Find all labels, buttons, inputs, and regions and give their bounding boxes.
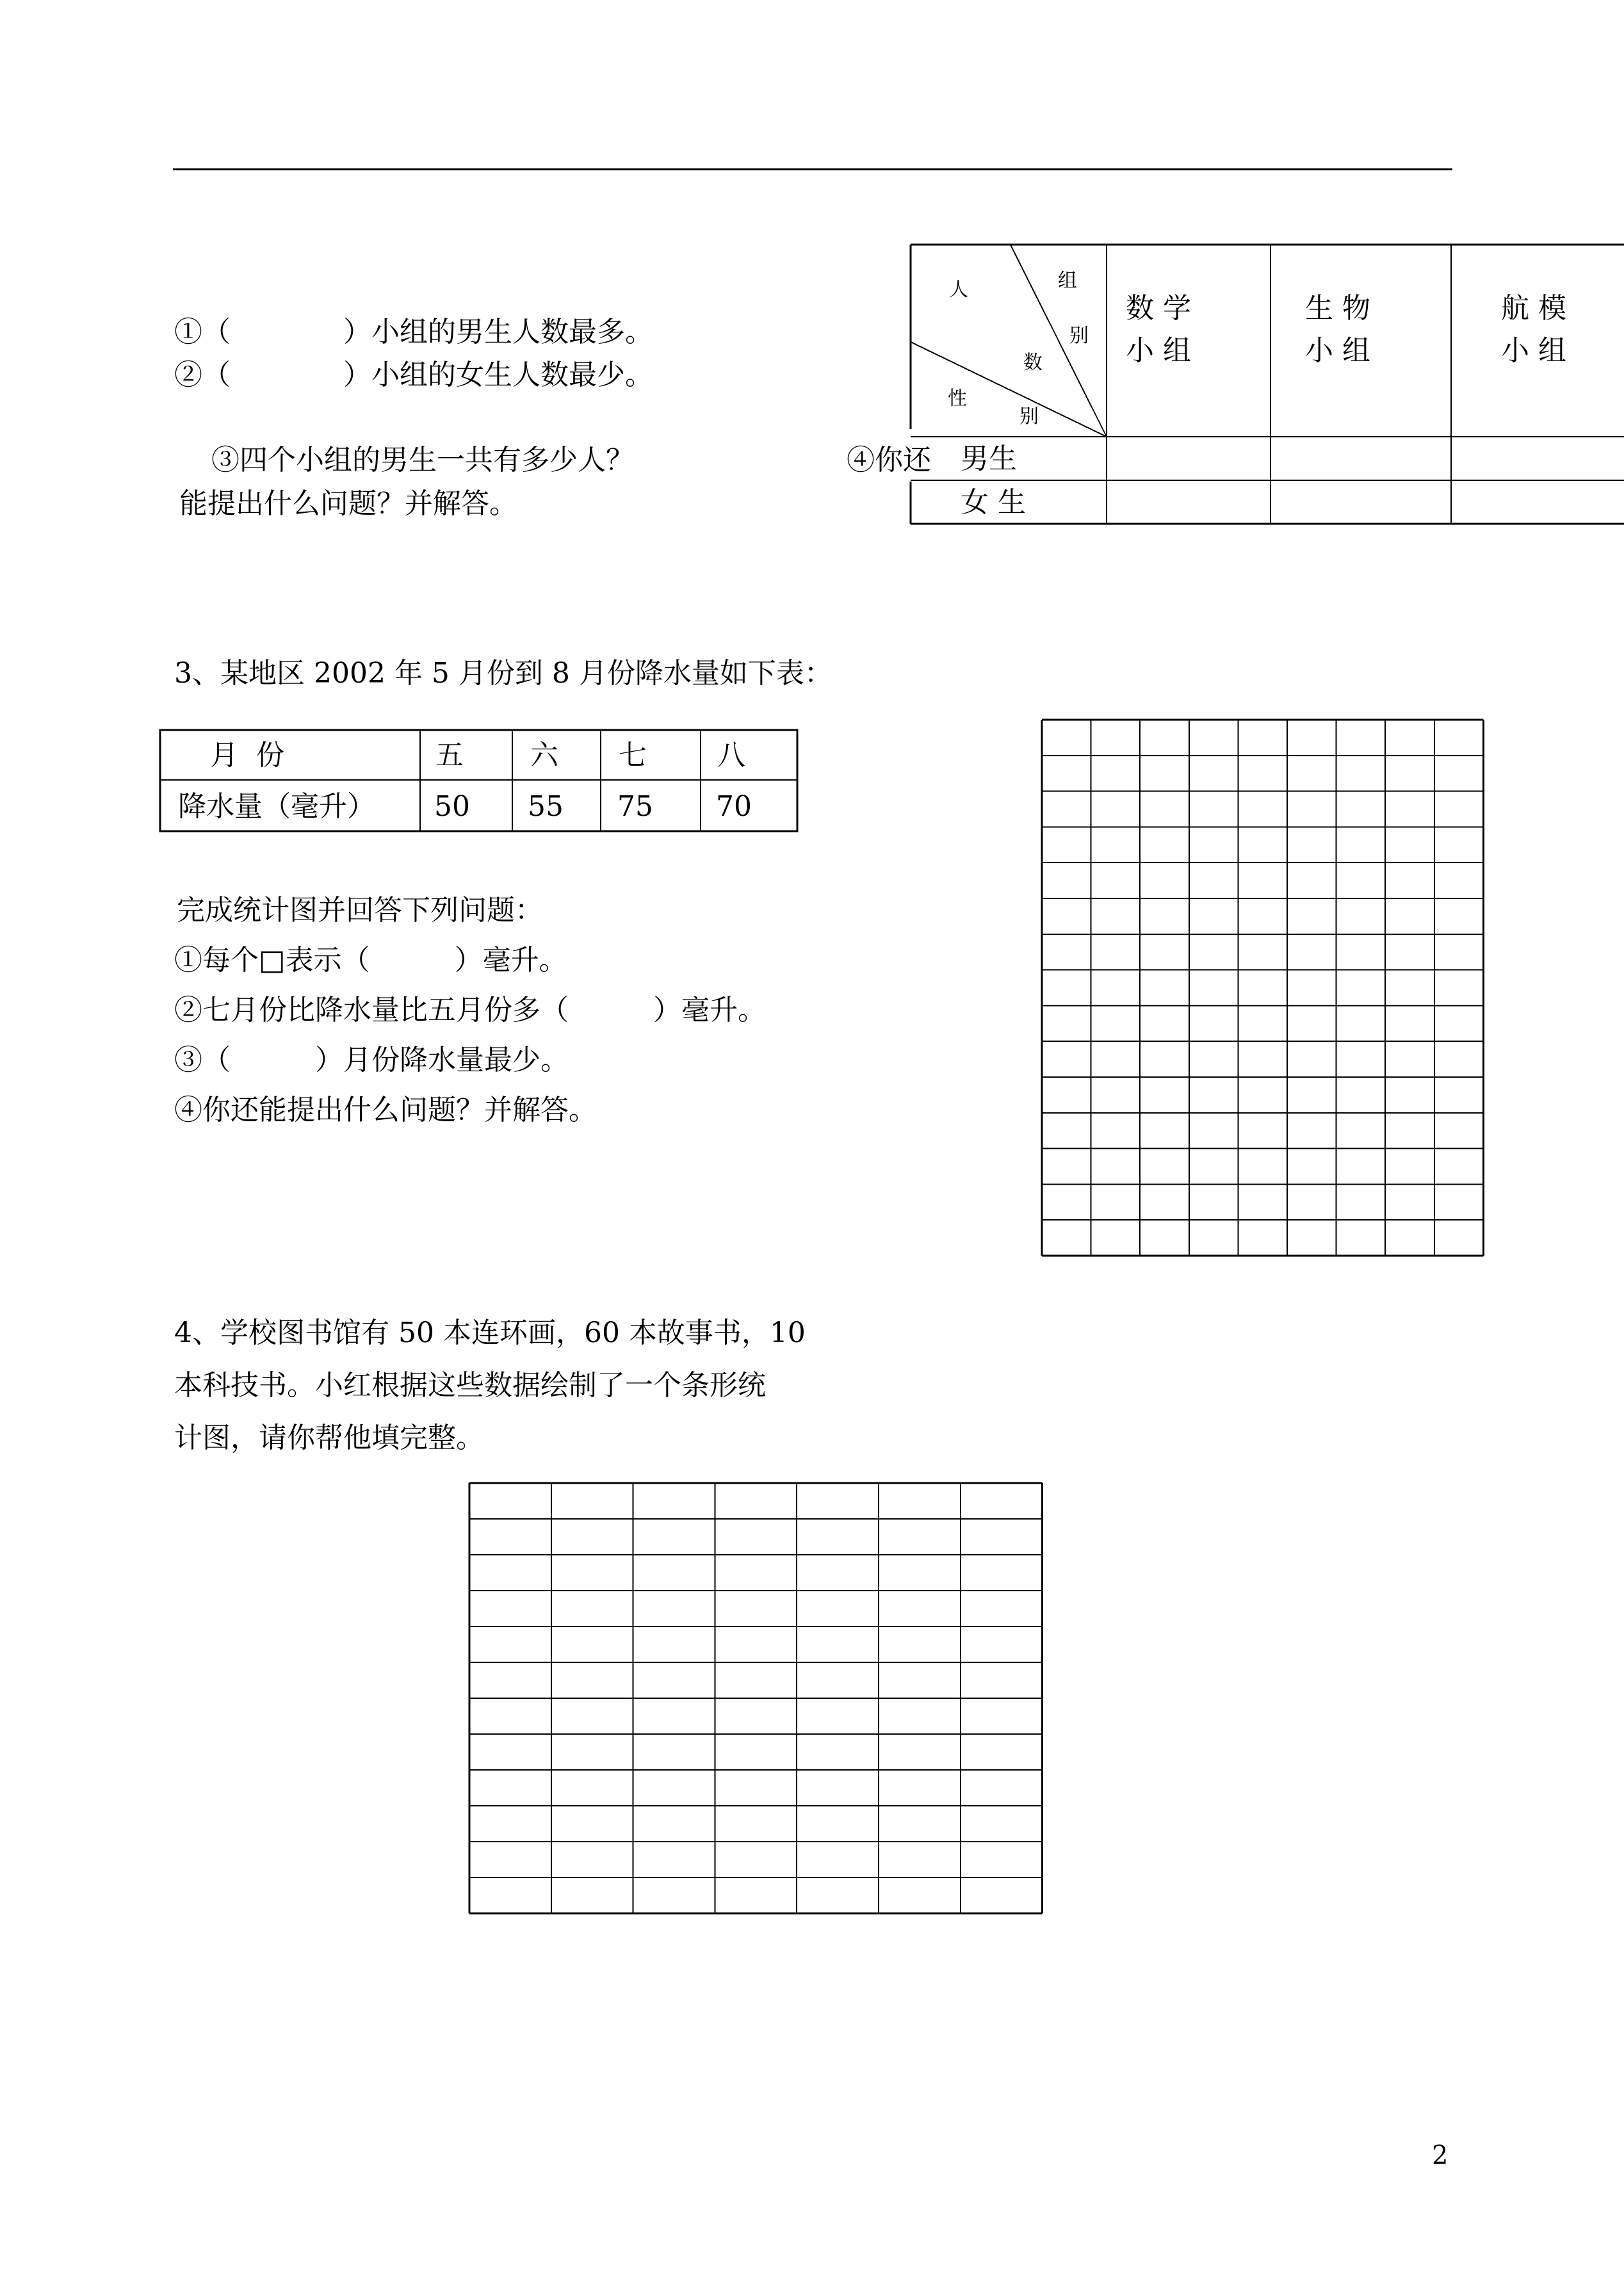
col-math-l1: 数 学 (1126, 292, 1191, 325)
corner-xing: 性 (948, 387, 967, 410)
q4-line3: 计图，请你帮他填完整。 (174, 1422, 484, 1454)
q3-q1: ①每个□表示（ ）毫升。 (174, 944, 567, 977)
q2-line4b: 能提出什么问题？并解答。 (179, 487, 517, 520)
group-table (909, 243, 1624, 526)
rainfall-blank-grid[interactable] (1041, 718, 1486, 1259)
corner-bie1: 别 (1069, 325, 1089, 347)
row-girls-label: 女 生 (961, 486, 1026, 519)
rain-value-jul: 75 (617, 790, 653, 823)
header-rule (173, 168, 1452, 170)
col-bio-l1: 生 物 (1305, 292, 1370, 325)
rain-header-jul: 七 (619, 739, 647, 772)
rainfall-table (159, 729, 799, 834)
corner-ren: 人 (949, 279, 968, 301)
rain-header-jun: 六 (530, 739, 558, 772)
book-bar-blank-grid[interactable] (468, 1482, 1044, 1916)
rain-value-jun: 55 (528, 790, 564, 823)
rain-header-month: 月 份 (210, 739, 284, 772)
rain-value-may: 50 (434, 790, 470, 823)
page-number: 2 (1432, 2141, 1449, 2170)
q3-q2: ②七月份比降水量比五月份多（ ）毫升。 (174, 994, 766, 1026)
corner-shu: 数 (1023, 352, 1043, 374)
q2-line3: ③四个小组的男生一共有多少人？ (211, 444, 634, 476)
q2-line4a: ④你还 (847, 444, 931, 476)
col-model-l1: 航 模 (1501, 292, 1566, 325)
col-bio-l2: 小 组 (1305, 334, 1370, 367)
col-model-l2: 小 组 (1501, 334, 1566, 367)
corner-bie2: 别 (1019, 405, 1039, 428)
q3-q3: ③（ ）月份降水量最少。 (174, 1044, 569, 1076)
q3-intro: 完成统计图并回答下列问题： (177, 894, 543, 927)
q4-line1: 4、学校图书馆有 50 本连环画，60 本故事书，10 (174, 1317, 806, 1349)
rain-row-label: 降水量（毫升） (178, 790, 375, 823)
q4-line2: 本科技书。小红根据这些数据绘制了一个条形统 (174, 1369, 766, 1402)
q2-line1: ①（ ）小组的男生人数最多。 (174, 316, 653, 348)
corner-zu: 组 (1058, 270, 1077, 292)
row-boys-label: 男生 (961, 442, 1017, 475)
q3-heading: 3、某地区 2002 年 5 月份到 8 月份降水量如下表： (174, 657, 832, 690)
rain-value-aug: 70 (716, 790, 752, 823)
col-math-l2: 小 组 (1126, 334, 1191, 367)
rain-header-may: 五 (435, 739, 464, 772)
group-table-lines (909, 243, 1624, 526)
q2-line2: ②（ ）小组的女生人数最少。 (174, 359, 653, 391)
rain-header-aug: 八 (717, 739, 745, 772)
q3-q4: ④你还能提出什么问题？并解答。 (174, 1094, 597, 1126)
